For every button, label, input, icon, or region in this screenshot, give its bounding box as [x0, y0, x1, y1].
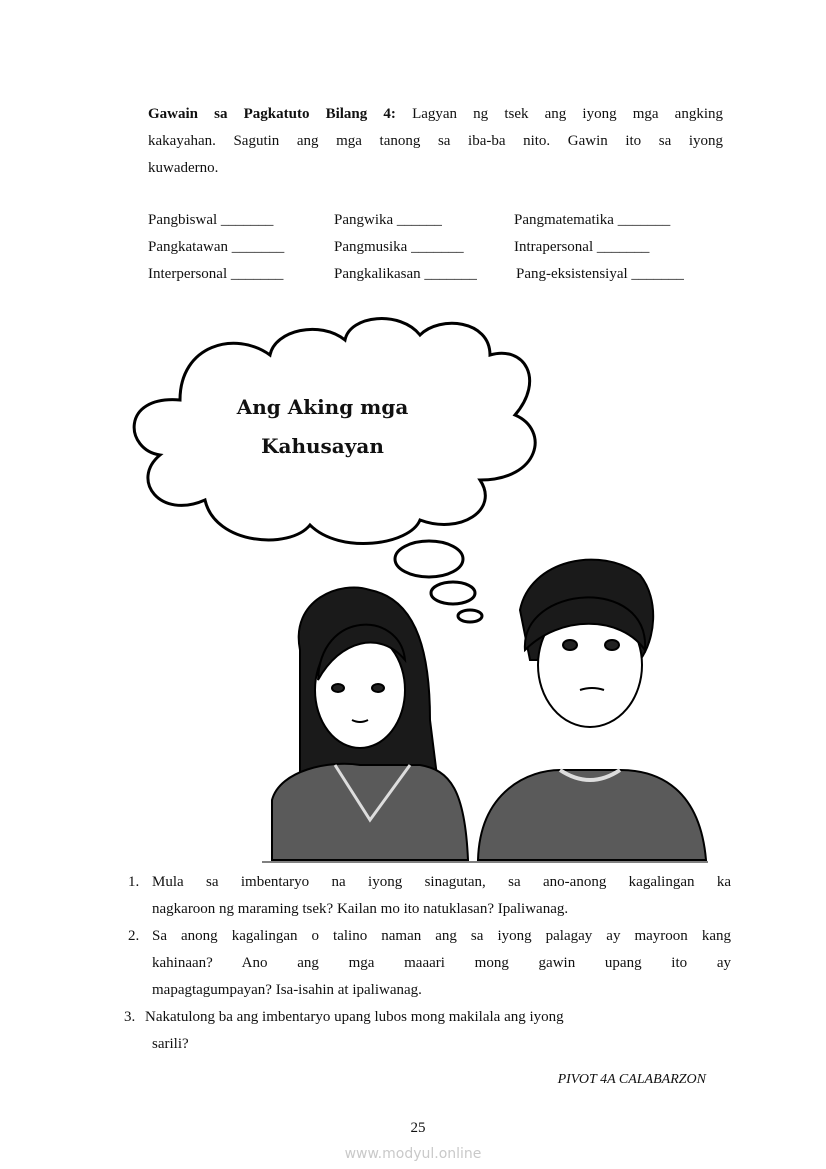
- question-line: kahinaan? Ano ang mga maaari mong gawin upang ito ay: [152, 955, 731, 971]
- question-line: Mula sa imbentaryo na iyong sinagutan, sa ano-anong kagalingan ka: [152, 874, 731, 890]
- question-line: nagkaroon ng maraming tsek? Kailan mo ito natuklasan? Ipaliwanag.: [152, 901, 569, 917]
- question-number: 2.: [128, 928, 140, 944]
- instruction-text: Lagyan ng tsek ang iyong mga angking: [412, 106, 723, 122]
- instruction-line: kakayahan. Sagutin ang mga tanong sa iba-ba nito. Gawin ito sa iyong: [148, 133, 723, 149]
- cloud-title-line: Ang Aking mga: [236, 395, 409, 419]
- question-number: 3.: [124, 1009, 136, 1025]
- checklist-item: Pangmatematika _______: [514, 212, 671, 228]
- checklist-item: Pangmusika _______: [334, 239, 464, 255]
- activity-title: Gawain sa Pagkatuto Bilang 4:: [148, 106, 396, 122]
- footer-label: PIVOT 4A CALABARZON: [557, 1072, 706, 1087]
- checklist-item: Pangwika ______: [334, 212, 442, 228]
- checklist-item: Pangkalikasan _______: [334, 266, 477, 282]
- checklist-item: Intrapersonal _______: [514, 239, 650, 255]
- watermark: www.modyul.online: [344, 1146, 482, 1162]
- question-line: Sa anong kagalingan o talino naman ang sa iyong palagay ay mayroon kang: [152, 928, 731, 944]
- question-line: sarili?: [152, 1036, 189, 1052]
- question-line: mapagtagumpayan? Isa-isahin at ipaliwanag.: [152, 982, 422, 998]
- checklist-item: Interpersonal _______: [148, 266, 284, 282]
- checklist-item: Pangbiswal _______: [148, 212, 274, 228]
- cloud-title-line: Kahusayan: [261, 434, 384, 458]
- checklist-item: Pangkatawan _______: [148, 239, 285, 255]
- thought-bubbles: [395, 541, 482, 622]
- page-number: 25: [410, 1120, 426, 1136]
- question-line: Nakatulong ba ang imbentaryo upang lubos mong makilala ang iyong: [145, 1009, 564, 1025]
- girl-figure: [272, 588, 468, 861]
- checklist-item: Pang-eksistensiyal _______: [516, 266, 684, 282]
- instruction-line: kuwaderno.: [148, 160, 219, 176]
- cloud-title: [200, 388, 445, 466]
- question-number: 1.: [128, 874, 140, 890]
- boy-figure: [478, 560, 706, 860]
